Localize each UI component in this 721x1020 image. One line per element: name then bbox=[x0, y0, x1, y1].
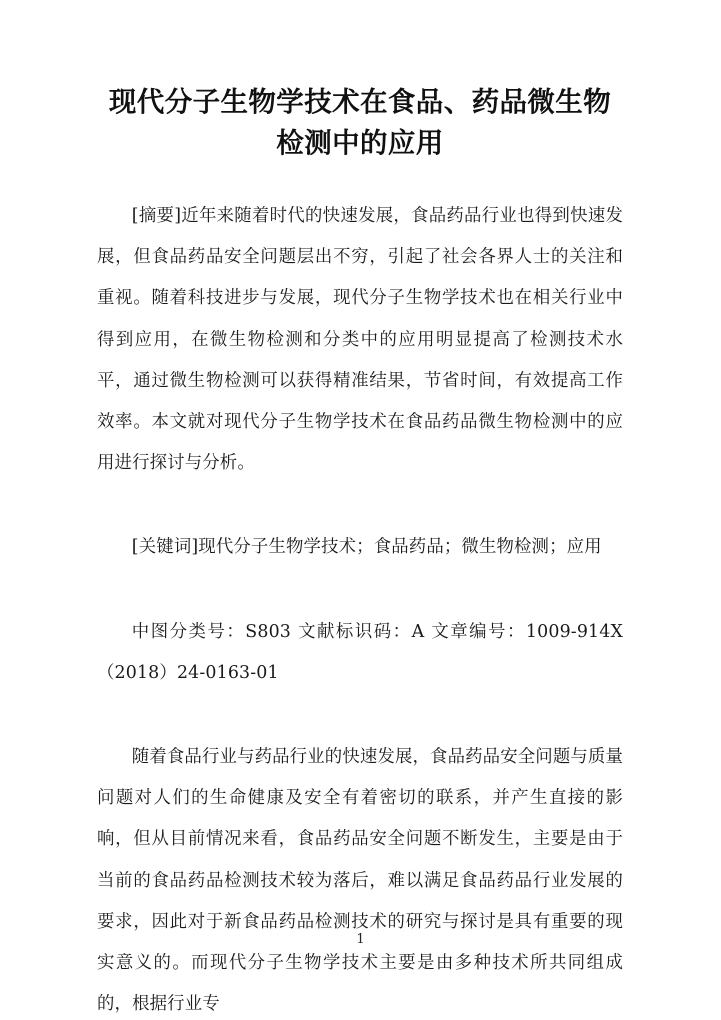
body-paragraph: 随着食品行业与药品行业的快速发展，食品药品安全问题与质量问题对人们的生命健康及安全有着密切的联系，并产生直接的影响，但从目前情况来看，食品药品安全问题不断发生，主要是由于当前的食品药品检测技术较为落后，难以满足食品药品行业发展的要求，因此对于新食品药品检测技术的研究与探讨是具有重要的现实意义的。而现代分子生物学技术主要是由多种技术所共同组成的，根据行业专 bbox=[97, 747, 623, 1015]
spacer-before-body bbox=[97, 694, 623, 737]
classification-line: 中图分类号：S803 文献标识码：A 文章编号：1009-914X（2018）24-0163-01 bbox=[97, 621, 623, 683]
abstract-paragraph: [摘要]近年来随着时代的快速发展，食品药品行业也得到快速发展，但食品药品安全问题层出不穷，引起了社会各界人士的关注和重视。随着科技进步与发展，现代分子生物学技术也在相关行业中得到应用，在微生物检测和分类中的应用明显提高了检测技术水平，通过微生物检测可以获得精准结果，节省时间，有效提高工作效率。本文就对现代分子生物学技术在食品药品微生物检测中的应用进行探讨与分析。 bbox=[97, 206, 623, 474]
spacer-before-classification bbox=[97, 569, 623, 612]
spacer-before-abstract bbox=[97, 164, 623, 196]
keywords-line: [关键词]现代分子生物学技术；食品药品；微生物检测；应用 bbox=[131, 537, 602, 558]
spacer-before-keywords bbox=[97, 484, 623, 527]
page-number: 1 bbox=[356, 932, 365, 947]
document-content-column bbox=[97, 0, 623, 1020]
page-title: 现代分子生物学技术在食品、药品微生物检测中的应用 bbox=[108, 86, 612, 159]
